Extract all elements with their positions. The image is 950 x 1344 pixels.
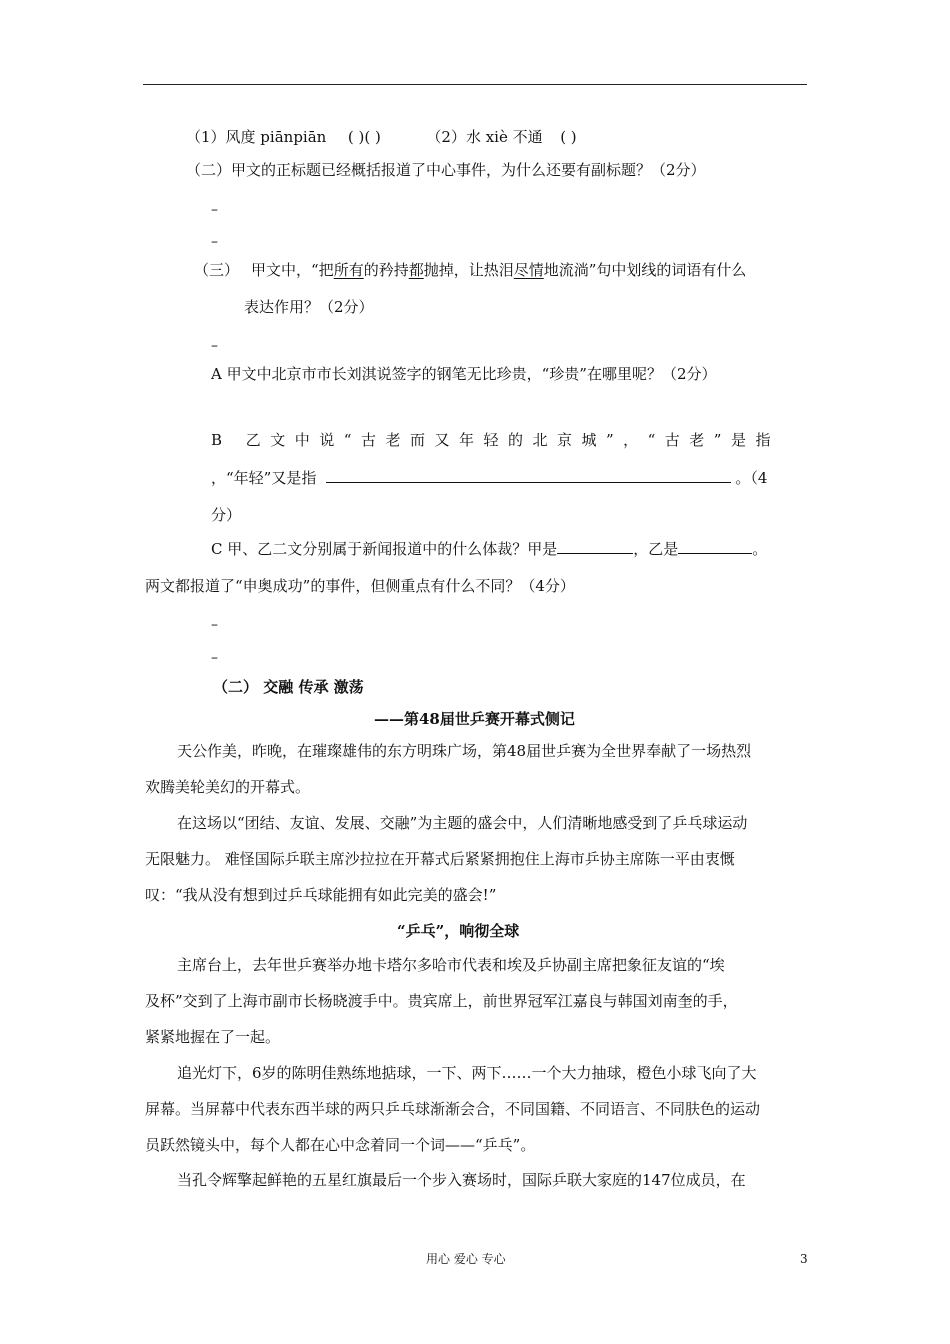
pinyin-item-1-label: （1）风度 piānpiān (186, 128, 327, 146)
underlined-word: 尽情 (513, 261, 544, 279)
answer-dash: – (211, 338, 218, 354)
question-3-line-1 (194, 260, 746, 280)
pinyin-item-1-blanks: ( )( ) (347, 128, 381, 146)
question-c-text: ，乙是 (633, 540, 679, 558)
answer-blank[interactable] (326, 468, 731, 483)
question-3-number: （三） (194, 261, 240, 279)
question-3-text: 甲文中，“把 (251, 261, 334, 279)
pinyin-item-2-blank: ( ) (560, 128, 577, 146)
question-pinyin (186, 127, 577, 147)
paragraph-line: 无限魅力。 难怪国际乒联主席沙拉拉在开幕式后紧紧拥抱住上海市乒协主席陈一平由衷慨 (145, 850, 735, 868)
question-2: （二）甲文的正标题已经概括报道了中心事件，为什么还要有副标题？（2分） (186, 161, 706, 179)
footer-motto: 用心 爱心 专心 (426, 1252, 506, 1266)
underlined-word: 所有 (333, 261, 364, 279)
paragraph-line: 追光灯下，6岁的陈明佳熟练地掂球，一下、两下……一个大力抽球，橙色小球飞向了大 (177, 1064, 757, 1082)
question-b-line-2 (211, 468, 767, 488)
question-b-line-1: B 乙文中说“古老而又年轻的北京城”，“古老”是指 (211, 431, 780, 449)
paragraph-line: 屏幕。当屏幕中代表东西半球的两只乒乓球渐渐会合，不同国籍、不同语言、不同肤色的运动 (145, 1100, 761, 1118)
paragraph-line: 在这场以“团结、友谊、发展、交融”为主题的盛会中，人们清晰地感受到了乒乓球运动 (177, 814, 748, 832)
question-c-text: C 甲、乙二文分别属于新闻报道中的什么体裁？甲是 (211, 540, 558, 558)
answer-blank[interactable] (678, 539, 752, 554)
answer-blank[interactable] (557, 539, 633, 554)
question-3-text: 抛掉，让热泪 (423, 261, 514, 279)
answer-dash: – (211, 617, 218, 633)
paragraph-line: 天公作美，昨晚，在璀璨雄伟的东方明珠广场，第48届世乒赛为全世界奉献了一场热烈 (177, 742, 752, 760)
question-3-line-2: 表达作用？（2分） (244, 298, 374, 316)
pinyin-item-2-label: （2）水 xiè 不通 (426, 128, 543, 146)
paragraph-line: 叹：“我从没有想到过乒乓球能拥有如此完美的盛会!” (145, 886, 497, 904)
question-c-line-1 (211, 539, 767, 559)
paragraph-line: 当孔令辉擎起鲜艳的五星红旗最后一个步入赛场时，国际乒联大家庭的147位成员，在 (177, 1171, 746, 1189)
question-a: A 甲文中北京市市长刘淇说签字的钢笔无比珍贵，“珍贵”在哪里呢？（2分） (211, 365, 717, 383)
question-b-text: ，“年轻”又是指 (211, 469, 317, 487)
article-subtitle: ——第48届世乒赛开幕式侧记 (374, 710, 575, 728)
answer-dash: – (211, 202, 218, 218)
paragraph-line: 欢腾美轮美幻的开幕式。 (145, 778, 311, 796)
page-number: 3 (800, 1252, 808, 1266)
question-b-text: 。（4 (735, 469, 768, 487)
question-3-text: 的矜持 (363, 261, 409, 279)
paragraph-line: 主席台上，去年世乒赛举办地卡塔尔多哈市代表和埃及乒协副主席把象征友谊的“埃 (177, 956, 725, 974)
question-c-text: 。 (752, 540, 768, 558)
paragraph-line: 紧紧地握在了一起。 (145, 1028, 281, 1046)
article-heading: （二） 交融 传承 激荡 (213, 678, 364, 696)
question-3-text: 地流淌”句中划线的词语有什么 (543, 261, 747, 279)
header-rule (143, 84, 807, 85)
answer-dash: – (211, 650, 218, 666)
question-c-line-2: 两文都报道了“申奥成功”的事件，但侧重点有什么不同？（4分） (145, 577, 575, 595)
section-title: “乒乓”，响彻全球 (397, 922, 520, 940)
question-b-line-3: 分） (211, 506, 242, 524)
paragraph-line: 员跃然镜头中，每个人都在心中念着同一个词——“乒乓”。 (145, 1136, 536, 1154)
underlined-word: 都 (408, 261, 424, 279)
paragraph-line: 及杯”交到了上海市副市长杨晓渡手中。贵宾席上，前世界冠军江嘉良与韩国刘南奎的手， (145, 992, 738, 1010)
answer-dash: – (211, 234, 218, 250)
